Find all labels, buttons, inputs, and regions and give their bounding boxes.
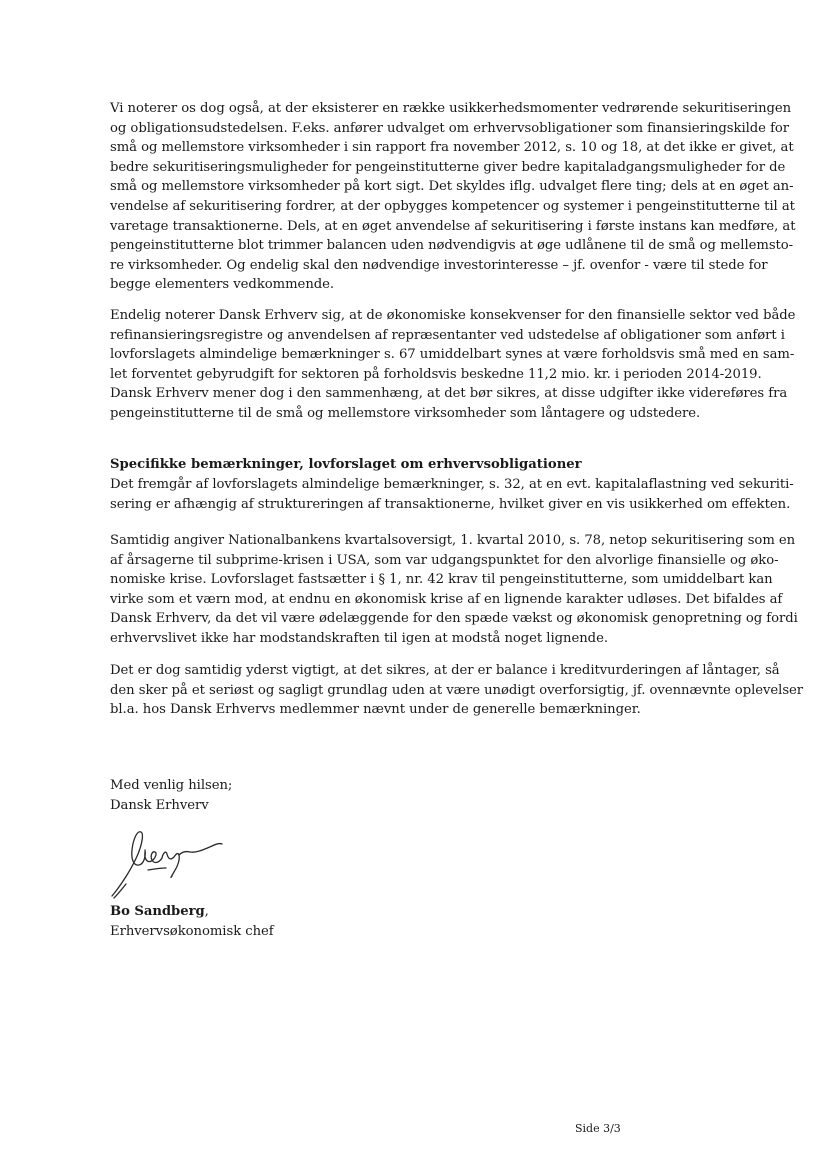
text-line: refinansieringsregistre og anvendelsen af repræsentanter ved udstedelse af obligationer som anført i	[110, 327, 785, 343]
text-line: virke som et værn mod, at endnu en økonomisk krise af en lignende karakter udløses. Det bifaldes af	[110, 591, 783, 607]
text-line: af årsagerne til subprime-krisen i USA, som var udgangspunktet for den alvorlige finansielle og øko-	[110, 552, 779, 568]
closing	[110, 776, 720, 815]
text-line: erhvervslivet ikke har modstandskraften til igen at modstå noget lignende.	[110, 630, 608, 646]
signer-name-line	[110, 902, 720, 922]
closing-organization: Dansk Erhverv	[110, 797, 209, 813]
signer-name: Bo Sandberg	[110, 904, 205, 919]
paragraph-securitization-uncertainty	[110, 99, 796, 295]
text-line: pengeinstitutterne blot trimmer balancen uden nødvendigvis at øge udlånene til de små og mellemsto-	[110, 238, 794, 254]
handwritten-signature	[108, 826, 228, 902]
signer	[110, 902, 720, 941]
text-line: Dansk Erhverv, da det vil være ødelæggende for den spæde vækst og økonomisk genopretning og fordi	[110, 611, 798, 627]
text-line: Det er dog samtidig yderst vigtigt, at det sikres, at der er balance i kreditvurderingen af låntager, så	[110, 663, 780, 678]
text-line: re virksomheder. Og endelig skal den nødvendige investorinteresse – jf. ovenfor - være til stede for	[110, 257, 768, 273]
closing-greeting: Med venlig hilsen;	[110, 778, 233, 793]
signer-name-suffix: ,	[204, 904, 209, 919]
text-line: let forventet gebyrudgift for sektoren på forholdsvis beskedne 11,2 mio. kr. i perioden 2014-2019.	[110, 366, 762, 382]
paragraph-capital-relief	[110, 475, 794, 514]
page-number: Side 3/3	[575, 1122, 621, 1135]
paragraph-economic-consequences	[110, 306, 796, 424]
text-line: Samtidig angiver Nationalbankens kvartalsoversigt, 1. kvartal 2010, s. 78, netop sekuritisering som en	[110, 533, 796, 548]
text-line: små og mellemstore virksomheder på kort sigt. Det skyldes iflg. udvalget flere ting; dels at en øget an-	[110, 179, 794, 195]
text-line: begge elementers vedkommende.	[110, 277, 335, 293]
text-line: bedre sekuritiseringsmuligheder for pengeinstitutterne giver bedre kapitaladgangsmuligheder for de	[110, 159, 786, 175]
text-line: vendelse af sekuritisering fordrer, at der opbygges kompetencer og systemer i pengeinstitutterne til at	[110, 198, 795, 214]
paragraph-national-bank-review	[110, 531, 798, 649]
text-line: Endelig noterer Dansk Erhverv sig, at de økonomiske konsekvenser for den finansielle sektor ved både	[110, 308, 796, 323]
signer-title: Erhvervsøkonomisk chef	[110, 923, 274, 939]
text-line: nomiske krise. Lovforslaget fastsætter i § 1, nr. 42 krav til pengeinstitutterne, som umiddelbart kan	[110, 572, 773, 588]
text-line: Dansk Erhverv mener dog i den sammenhæng, at det bør sikres, at disse udgifter ikke videreføres fra	[110, 386, 788, 402]
text-line: varetage transaktionerne. Dels, at en øget anvendelse af sekuritisering i første instans kan medføre, at	[110, 218, 796, 234]
text-line: lovforslagets almindelige bemærkninger s. 67 umiddelbart synes at være forholdsvis små med en sam-	[110, 347, 795, 363]
text-line: Vi noterer os dog også, at der eksisterer en række usikkerhedsmomenter vedrørende sekuritiseringen	[110, 101, 792, 116]
text-line: bl.a. hos Dansk Erhvervs medlemmer nævnt under de generelle bemærkninger.	[110, 702, 641, 718]
text-line: og obligationsudstedelsen. F.eks. anfører udvalget om erhvervsobligationer som finansieringskilde for	[110, 120, 790, 136]
text-line: pengeinstitutterne til de små og mellemstore virksomheder som låntagere og udstedere.	[110, 405, 701, 421]
text-line: den sker på et seriøst og sagligt grundlag uden at være unødigt overforsigtig, jf. ovennævnte oplevelser	[110, 682, 804, 698]
text-line: sering er afhængig af struktureringen af transaktionerne, hvilket giver en vis usikkerhed om effekten.	[110, 496, 791, 512]
text-line: små og mellemstore virksomheder i sin rapport fra november 2012, s. 10 og 18, at det ikke er givet, at	[110, 140, 794, 156]
paragraph-credit-assessment	[110, 661, 804, 720]
section-heading: Specifikke bemærkninger, lovforslaget om erhvervsobligationer	[110, 457, 582, 472]
text-line: Det fremgår af lovforslagets almindelige bemærkninger, s. 32, at en evt. kapitalaflastning ved sekuriti-	[110, 477, 794, 492]
